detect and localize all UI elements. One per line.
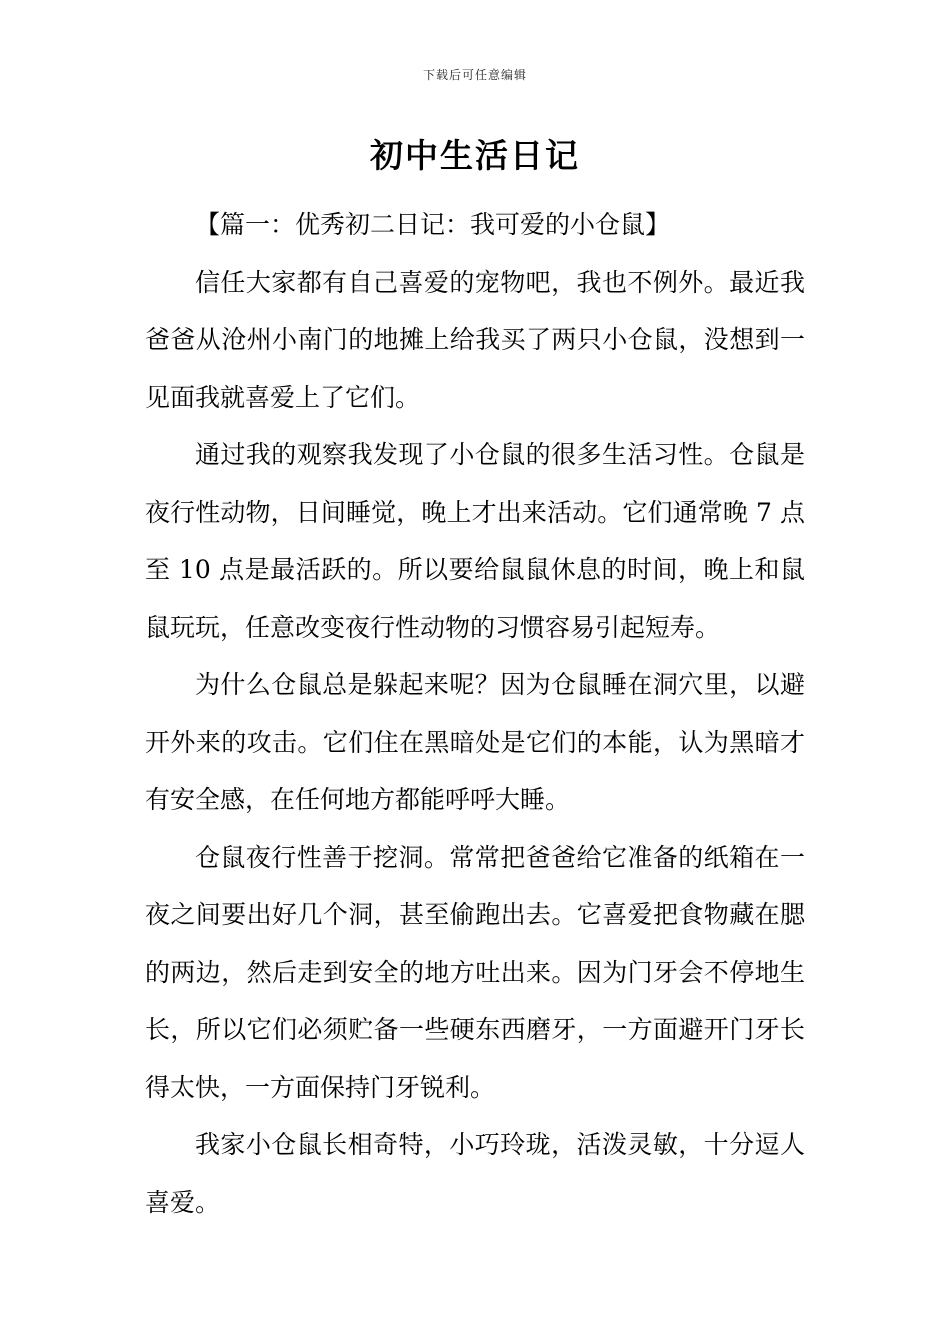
section-heading: 【篇一：优秀初二日记：我可爱的小仓鼠】	[195, 210, 671, 239]
document-body	[145, 196, 805, 1231]
page-header-note: 下载后可任意编辑	[422, 68, 527, 82]
document-title: 初中生活日记	[370, 136, 580, 175]
body-paragraph: 通过我的观察我发现了小仓鼠的很多生活习性。仓鼠是夜行性动物，日间睡觉，晚上才出来活动。它们通常晚 7 点至 10 点是最活跃的。所以要给鼠鼠休息的时间，晚上和鼠鼠玩玩，任意改变夜行性动物的习惯容易引起短寿。	[145, 440, 805, 642]
body-paragraph: 信任大家都有自己喜爱的宠物吧，我也不例外。最近我爸爸从沧州小南门的地摊上给我买了两只小仓鼠，没想到一见面我就喜爱上了它们。	[145, 267, 805, 412]
body-paragraph: 我家小仓鼠长相奇特，小巧玲珑，活泼灵敏，十分逗人喜爱。	[145, 1130, 805, 1217]
body-paragraph: 为什么仓鼠总是躲起来呢？因为仓鼠睡在洞穴里，以避开外来的攻击。它们住在黑暗处是它们的本能，认为黑暗才有安全感，在任何地方都能呼呼大睡。	[145, 670, 805, 814]
body-paragraph: 仓鼠夜行性善于挖洞。常常把爸爸给它准备的纸箱在一夜之间要出好几个洞，甚至偷跑出去。它喜爱把食物藏在腮的两边，然后走到安全的地方吐出来。因为门牙会不停地生长，所以它们必须贮备一些硬东西磨牙，一方面避开门牙长得太快，一方面保持门牙锐利。	[145, 842, 805, 1102]
